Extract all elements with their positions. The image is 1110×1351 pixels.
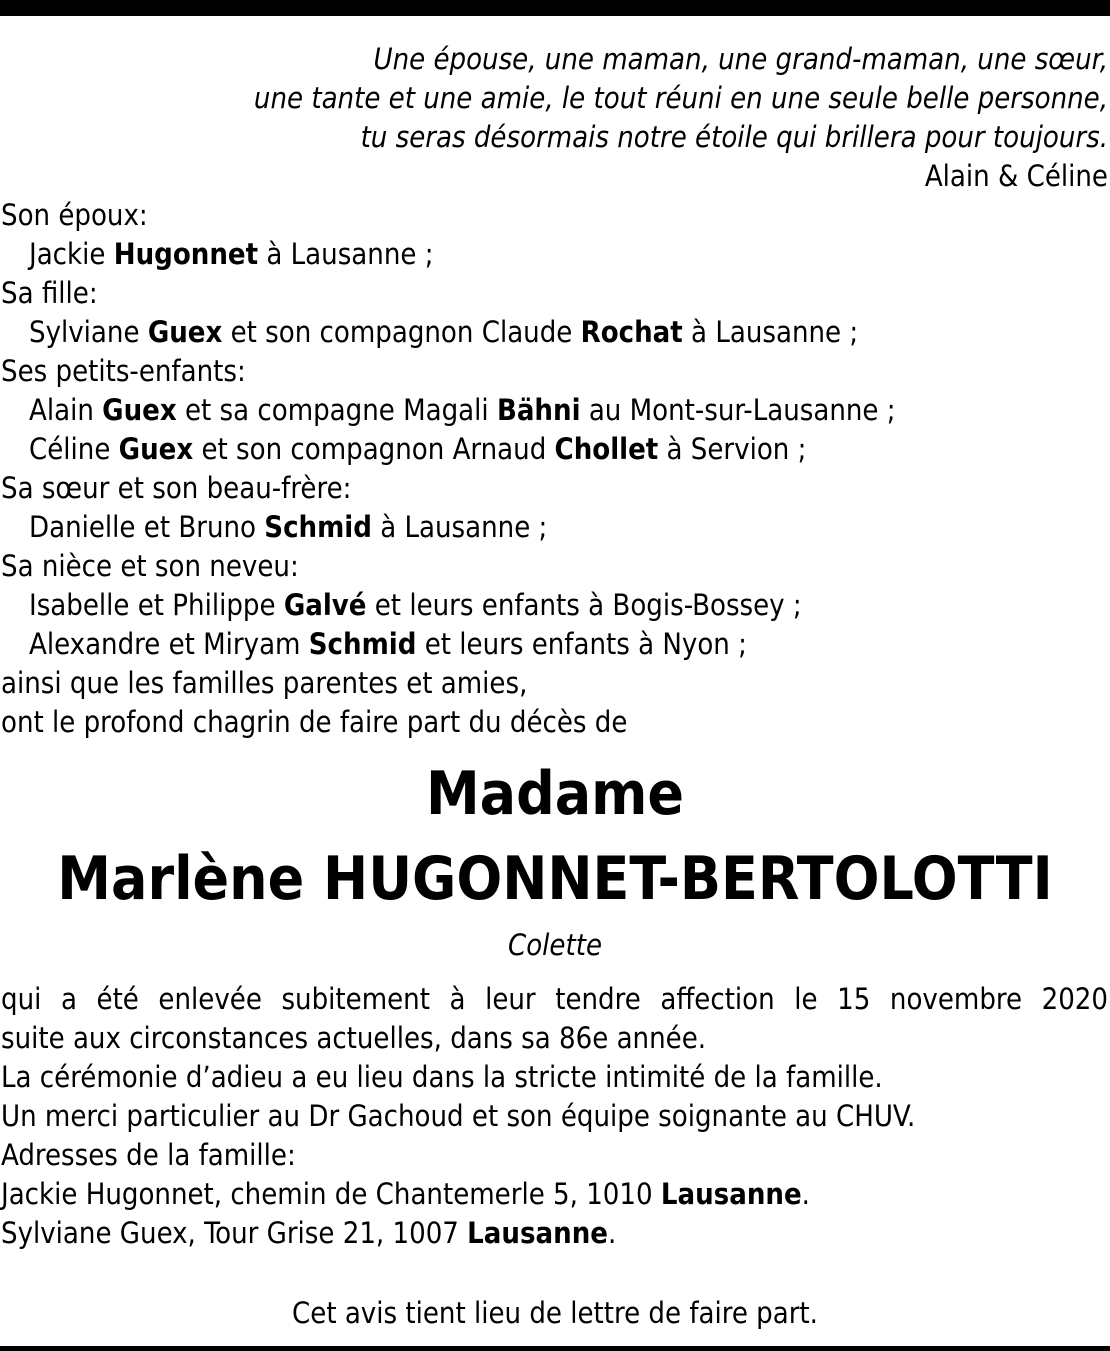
epigraph-line-3: tu seras désormais notre étoile qui brillera pour toujours. (360, 120, 1108, 154)
family-list (1, 196, 1101, 742)
deceased-name: Marlène HUGONNET-BERTOLOTTI (57, 844, 1053, 914)
family-member: Sylviane Guex et son compagnon Claude Rochat à Lausanne ; (29, 315, 859, 349)
details-line-4: Un merci particulier au Dr Gachoud et son équipe soignante au CHUV. (1, 1099, 916, 1133)
details-line-2: suite aux circonstances actuelles, dans sa 86e année. (1, 1021, 707, 1055)
deceased-title: Madame (425, 759, 685, 829)
deceased-nickname: Colette (508, 928, 602, 962)
footer-note: Cet avis tient lieu de lettre de faire part. (292, 1296, 818, 1330)
bottom-rule (0, 1346, 1110, 1351)
family-member: Jackie Hugonnet à Lausanne ; (29, 237, 434, 271)
family-label: Ses petits-enfants: (1, 354, 246, 388)
family-label: Sa fille: (1, 276, 98, 310)
epigraph (0, 40, 1108, 196)
family-label: Sa sœur et son beau-frère: (1, 471, 352, 505)
family-label: Sa nièce et son neveu: (1, 549, 299, 583)
family-member: Alexandre et Miryam Schmid et leurs enfants à Nyon ; (29, 627, 747, 661)
closing-line-2: ont le profond chagrin de faire part du décès de (1, 705, 628, 739)
family-label: Son époux: (1, 198, 148, 232)
family-member: Céline Guex et son compagnon Arnaud Chollet à Servion ; (29, 432, 807, 466)
family-member: Isabelle et Philippe Galvé et leurs enfants à Bogis-Bossey ; (29, 588, 802, 622)
epigraph-signature: Alain & Céline (924, 159, 1108, 193)
address-line: Jackie Hugonnet, chemin de Chantemerle 5, 1010 Lausanne. (1, 1177, 810, 1211)
notice-body (1, 980, 1108, 1253)
details-line-1: qui a été enlevée subitement à leur tendre affection le 15 novembre 2020 (1, 982, 1108, 1016)
address-line: Sylviane Guex, Tour Grise 21, 1007 Lausanne. (1, 1216, 617, 1250)
details-line-5: Adresses de la famille: (1, 1138, 296, 1172)
details-line-3: La cérémonie d’adieu a eu lieu dans la stricte intimité de la famille. (1, 1060, 883, 1094)
family-member: Danielle et Bruno Schmid à Lausanne ; (29, 510, 548, 544)
epigraph-line-1: Une épouse, une maman, une grand-maman, une sœur, (373, 42, 1108, 76)
top-rule (0, 0, 1110, 16)
closing-line-1: ainsi que les familles parentes et amies, (1, 666, 528, 700)
family-member: Alain Guex et sa compagne Magali Bähni au Mont-sur-Lausanne ; (29, 393, 896, 427)
epigraph-line-2: une tante et une amie, le tout réuni en une seule belle personne, (253, 81, 1108, 115)
